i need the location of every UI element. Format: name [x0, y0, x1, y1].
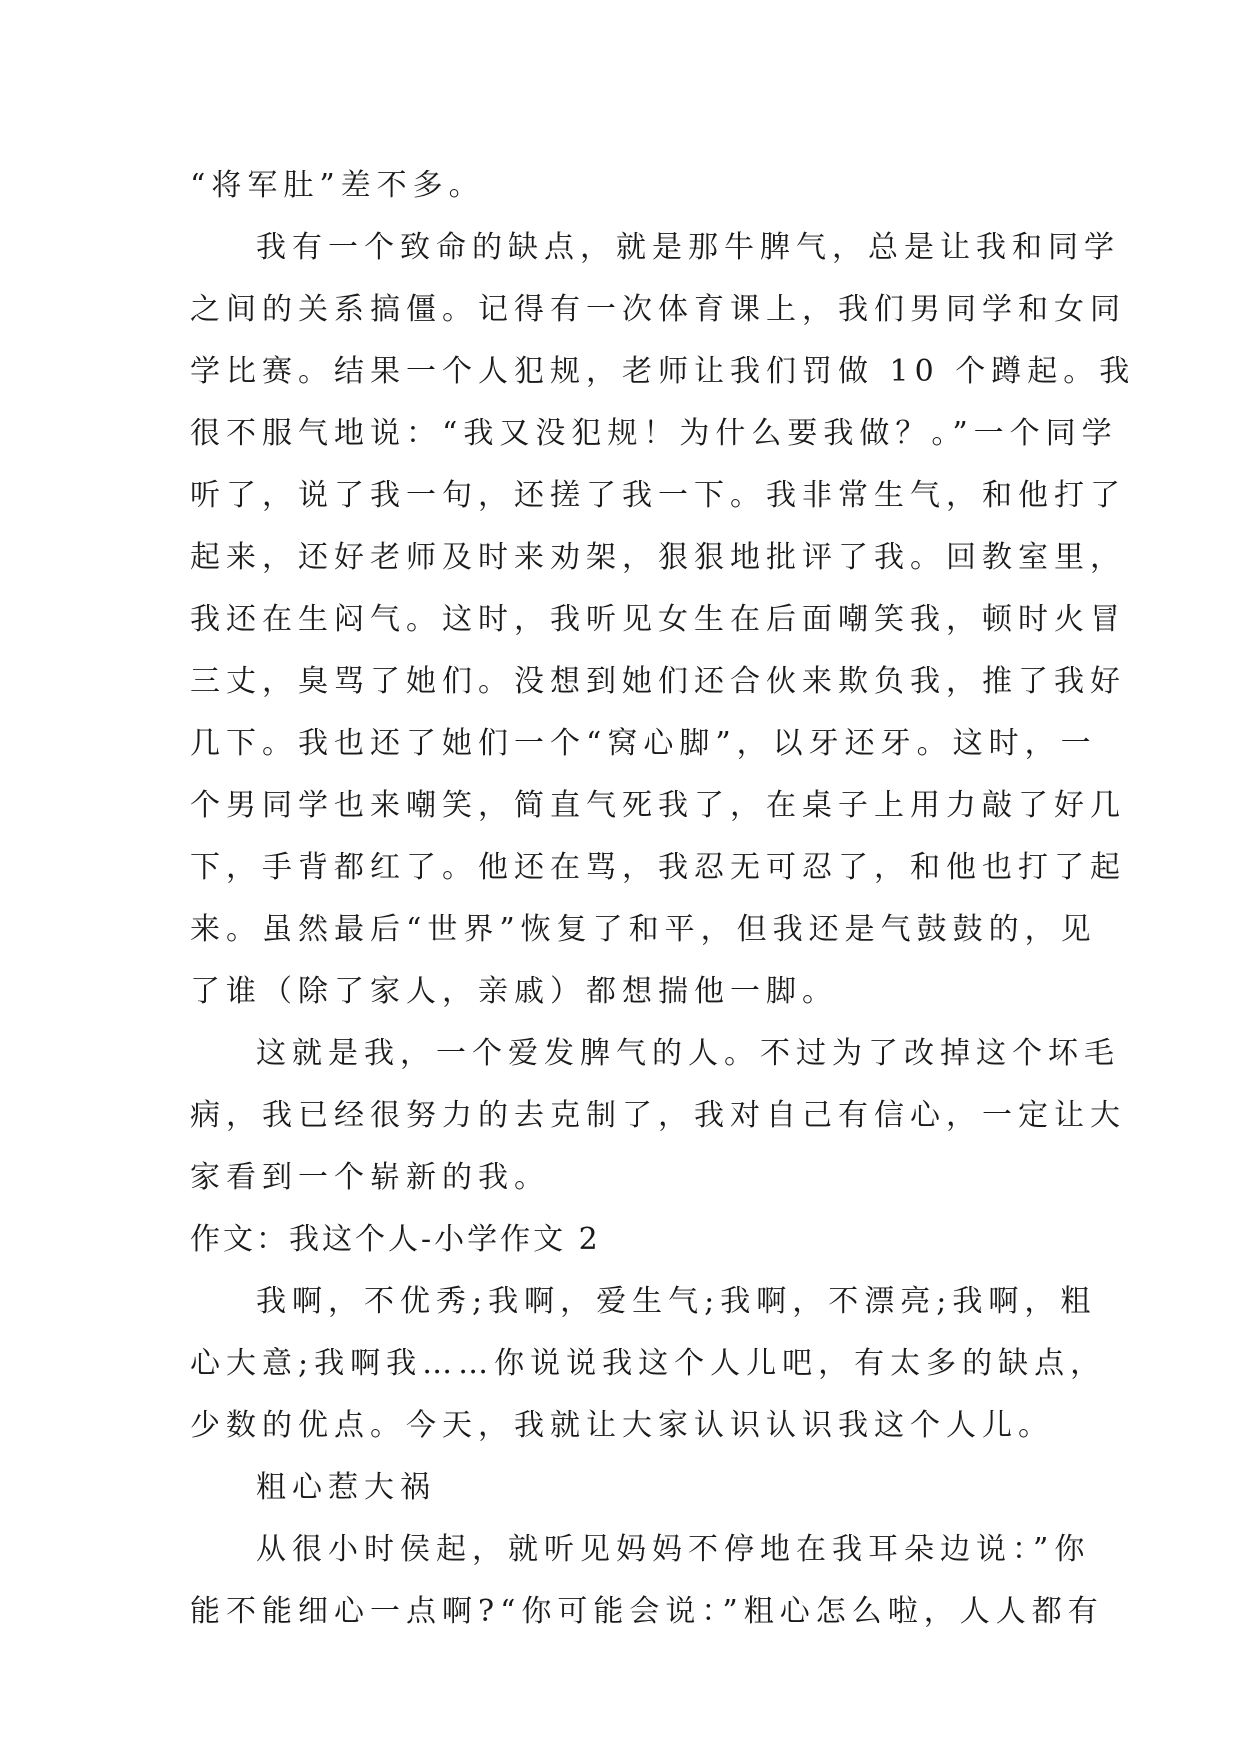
- text-line-13: 来。虽然最后“世界”恢复了和平，但我还是气鼓鼓的，见: [190, 912, 1097, 947]
- text-line-10: 几下。我也还了她们一个“窝心脚”，以牙还牙。这时，一: [190, 726, 1097, 761]
- text-line-7: 起来，还好老师及时来劝架，狠狠地批评了我。回教室里，: [190, 540, 1126, 575]
- text-line-21: 少数的优点。今天，我就让大家认识认识我这个人儿。: [190, 1408, 1054, 1443]
- section-heading: 作文：我这个人-小学作文 2: [190, 1222, 601, 1257]
- text-line-3: 之间的关系搞僵。记得有一次体育课上，我们男同学和女同: [190, 292, 1126, 327]
- text-line-9: 三丈，臭骂了她们。没想到她们还合伙来欺负我，推了我好: [190, 664, 1126, 699]
- text-line-11: 个男同学也来嘲笑，简直气死我了，在桌子上用力敲了好几: [190, 788, 1126, 823]
- text-line-19: 我啊，不优秀;我啊，爱生气;我啊，不漂亮;我啊，粗: [256, 1284, 1097, 1319]
- text-line-12: 下，手背都红了。他还在骂，我忍无可忍了，和他也打了起: [190, 850, 1126, 885]
- text-line-1: “将军肚”差不多。: [190, 168, 485, 203]
- text-line-2: 我有一个致命的缺点，就是那牛脾气，总是让我和同学: [256, 230, 1120, 265]
- text-line-23: 从很小时侯起，就听见妈妈不停地在我耳朵边说：”你: [256, 1532, 1091, 1567]
- text-line-6: 听了，说了我一句，还搓了我一下。我非常生气，和他打了: [190, 478, 1126, 513]
- text-line-24: 能不能细心一点啊?“你可能会说：”粗心怎么啦，人人都有: [190, 1594, 1104, 1629]
- document-body: [190, 155, 1136, 1643]
- text-line-16: 病，我已经很努力的去克制了，我对自己有信心，一定让大: [190, 1098, 1126, 1133]
- subheading: 粗心惹大祸: [256, 1470, 436, 1505]
- text-line-5: 很不服气地说：“我又没犯规！为什么要我做？。”一个同学: [190, 416, 1118, 451]
- text-line-15: 这就是我，一个爱发脾气的人。不过为了改掉这个坏毛: [256, 1036, 1120, 1071]
- text-line-20: 心大意;我啊我……你说说我这个人儿吧，有太多的缺点，: [190, 1346, 1107, 1381]
- text-line-14: 了谁（除了家人，亲戚）都想揣他一脚。: [190, 974, 838, 1009]
- text-line-8: 我还在生闷气。这时，我听见女生在后面嘲笑我，顿时火冒: [190, 602, 1126, 637]
- text-line-17: 家看到一个崭新的我。: [190, 1160, 550, 1195]
- text-line-4: 学比赛。结果一个人犯规，老师让我们罚做 10 个蹲起。我: [190, 354, 1136, 389]
